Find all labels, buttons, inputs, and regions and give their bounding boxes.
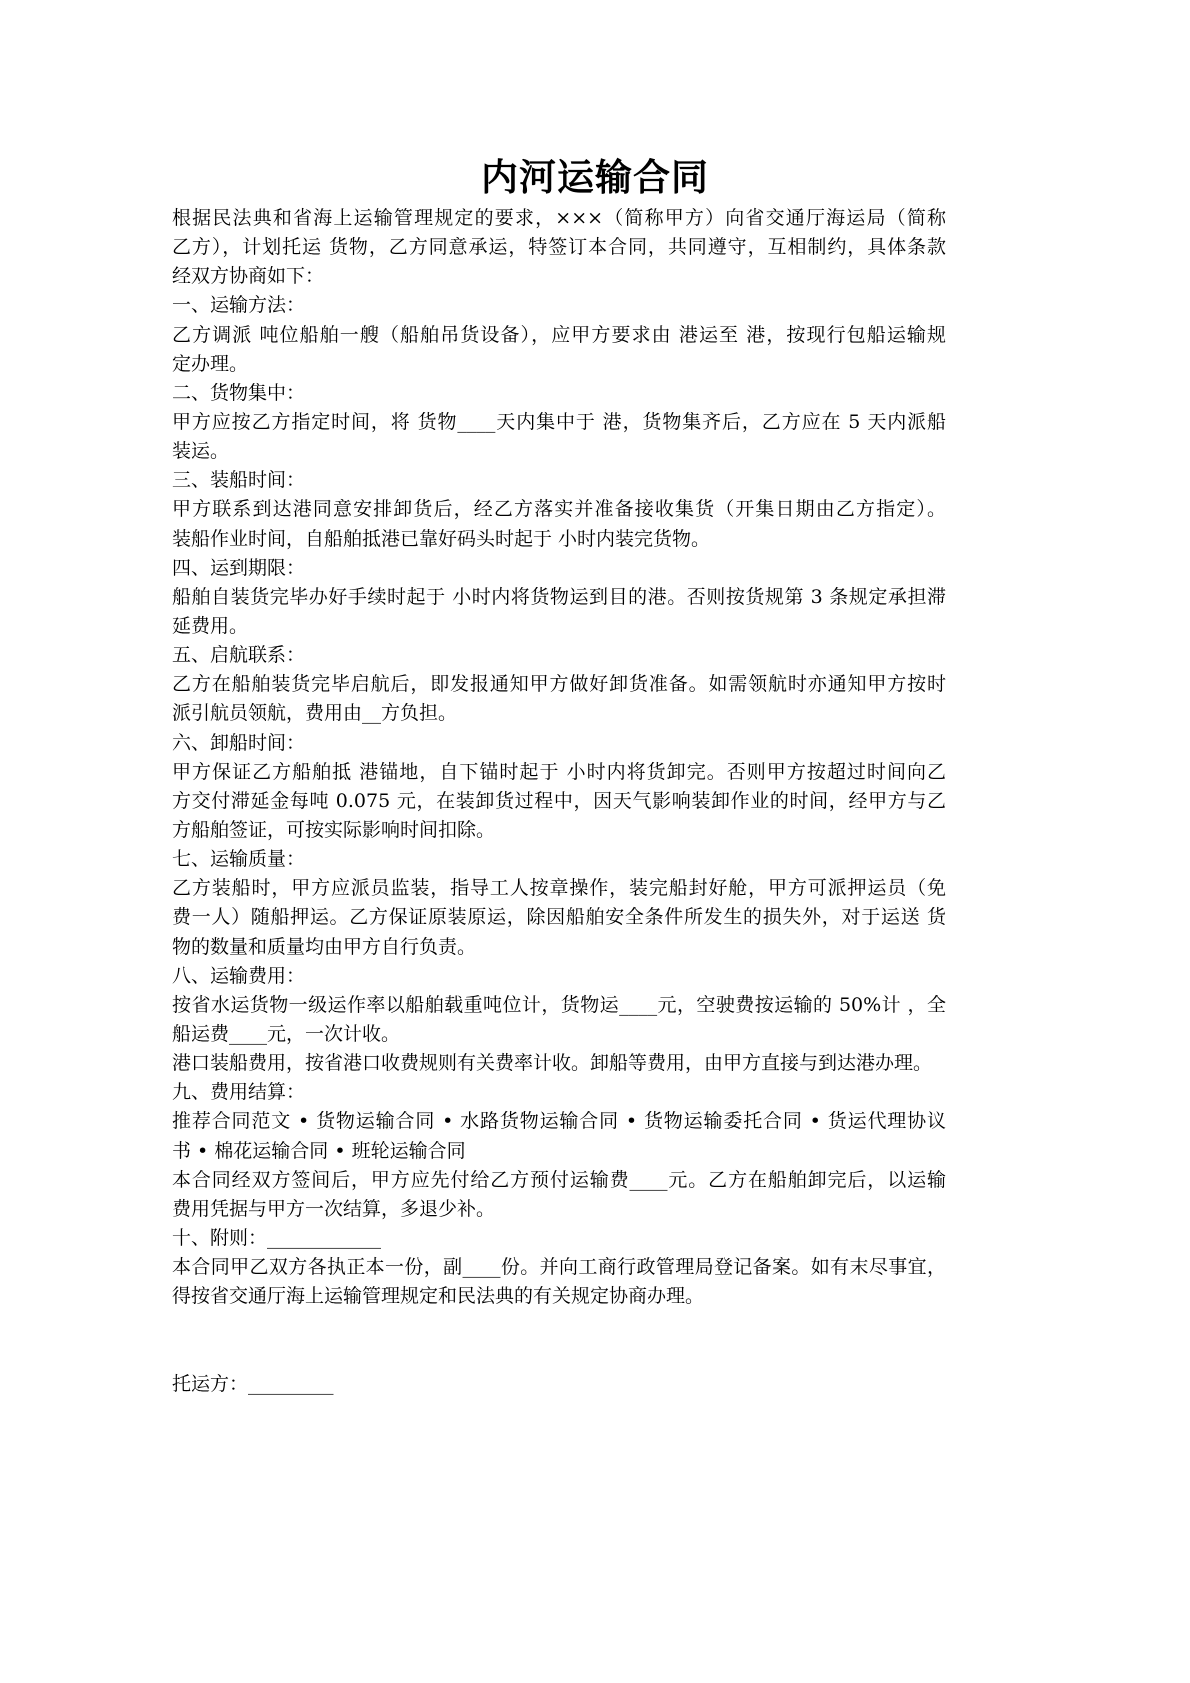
- paragraph: [172, 583, 946, 641]
- text-line: 甲方联系到达港同意安排卸货后，经乙方落实并准备接收集货（开集日期由乙方指定）。: [172, 498, 946, 521]
- paragraph: [172, 321, 946, 379]
- text-line: 六、卸船时间：: [172, 731, 306, 754]
- text-line: 根据民法典和省海上运输管理规定的要求，×××（简称甲方）向省交通厅海运局（简称: [172, 207, 946, 229]
- text-line: 甲方保证乙方船舶抵 港锚地，自下锚时起于 小时内将货卸完。否则甲方按超过时间向乙: [172, 760, 946, 783]
- text-line: 乙方装船时，甲方应派员监装，指导工人按章操作，装完船封好舱，甲方可派押运员（免: [172, 877, 946, 900]
- text-line: 方交付滞延金每吨 0.075 元，在装卸货过程中，因天气影响装卸作业的时间，经甲方与乙: [172, 789, 946, 812]
- text-line: 乙方在船舶装货完毕启航后，即发报通知甲方做好卸货准备。如需领航时亦通知甲方按时: [172, 673, 946, 696]
- text-line: 本合同经双方签间后，甲方应先付给乙方预付运输费____元。乙方在船舶卸完后，以运输: [172, 1168, 946, 1191]
- paragraph: [172, 1166, 946, 1224]
- text-line: 延费用。: [172, 614, 249, 637]
- section-heading: [172, 729, 946, 758]
- paragraph: [172, 1049, 946, 1078]
- section-heading: [172, 554, 946, 583]
- text-line: 装船作业时间，自船舶抵港已靠好码头时起于 小时内装完货物。: [172, 527, 711, 550]
- document-title: 内河运输合同: [481, 156, 709, 199]
- section-heading: [172, 641, 946, 670]
- text-line: 八、运输费用：: [172, 964, 306, 987]
- text-line: 九、费用结算：: [172, 1081, 306, 1104]
- text-line: 四、运到期限：: [172, 556, 306, 579]
- text-line: 得按省交通厅海上运输管理规定和民法典的有关规定协商办理。: [172, 1285, 705, 1308]
- paragraph: [172, 758, 946, 845]
- text-line: 三、装船时间：: [172, 469, 306, 492]
- section-heading: [172, 379, 946, 408]
- text-line: 装运。: [172, 440, 230, 463]
- text-line: 乙方调派 吨位船舶一艘（船舶吊货设备），应甲方要求由 港运至 港，按现行包船运输规: [172, 323, 946, 346]
- shipper-signature-line: 托运方：_________: [172, 1373, 334, 1395]
- section-heading: [172, 1224, 946, 1253]
- section-heading: [172, 291, 946, 320]
- text-line: 费用凭据与甲方一次结算，多退少补。: [172, 1197, 496, 1220]
- text-line: 港口装船费用，按省港口收费规则有关费率计收。卸船等费用，由甲方直接与到达港办理。: [172, 1052, 933, 1075]
- paragraph: [172, 670, 946, 728]
- paragraph: [172, 874, 946, 961]
- text-line: 经双方协商如下：: [172, 265, 325, 288]
- text-line: 乙方），计划托运 货物，乙方同意承运，特签订本合同，共同遵守，互相制约，具体条款: [172, 236, 946, 259]
- paragraph: [172, 1107, 946, 1165]
- paragraph: [172, 991, 946, 1049]
- text-line: 定办理。: [172, 352, 249, 375]
- paragraph: [172, 1253, 946, 1311]
- text-line: 物的数量和质量均由甲方自行负责。: [172, 935, 477, 958]
- text-line: 船运费____元，一次计收。: [172, 1022, 401, 1045]
- text-line: 方船舶签证，可按实际影响时间扣除。: [172, 818, 496, 841]
- text-line: 七、运输质量：: [172, 848, 306, 871]
- section-heading: [172, 845, 946, 874]
- text-line: 十、附则：____________: [172, 1226, 382, 1249]
- paragraph: [172, 204, 946, 291]
- text-line: 书 • 棉花运输合同 • 班轮运输合同: [172, 1139, 466, 1162]
- text-line: 二、货物集中：: [172, 381, 306, 404]
- paragraph: [172, 408, 946, 466]
- text-line: 派引航员领航，费用由__方负担。: [172, 702, 458, 725]
- text-line: 一、运输方法：: [172, 294, 306, 317]
- section-heading: [172, 466, 946, 495]
- text-line: 五、启航联系：: [172, 644, 306, 667]
- section-heading: [172, 962, 946, 991]
- section-heading: [172, 1078, 946, 1107]
- text-line: 本合同甲乙双方各执正本一份，副____份。并向工商行政管理局登记备案。如有末尽事宜，: [172, 1256, 946, 1279]
- text-line: 船舶自装货完毕办好手续时起于 小时内将货物运到目的港。否则按货规第 3 条规定承担滞: [172, 585, 946, 608]
- text-line: 按省水运货物一级运作率以船舶载重吨位计，货物运____元，空驶费按运输的 50%计 ，全: [172, 993, 946, 1016]
- text-line: 推荐合同范文 • 货物运输合同 • 水路货物运输合同 • 货物运输委托合同 • 货运代理协议: [172, 1110, 946, 1133]
- contract-body: [172, 204, 946, 1311]
- text-line: 甲方应按乙方指定时间，将 货物____天内集中于 港，货物集齐后，乙方应在 5 天内派船: [172, 410, 946, 433]
- paragraph: [172, 495, 946, 553]
- text-line: 费一人）随船押运。乙方保证原装原运，除因船舶安全条件所发生的损失外，对于运送 货: [172, 906, 946, 929]
